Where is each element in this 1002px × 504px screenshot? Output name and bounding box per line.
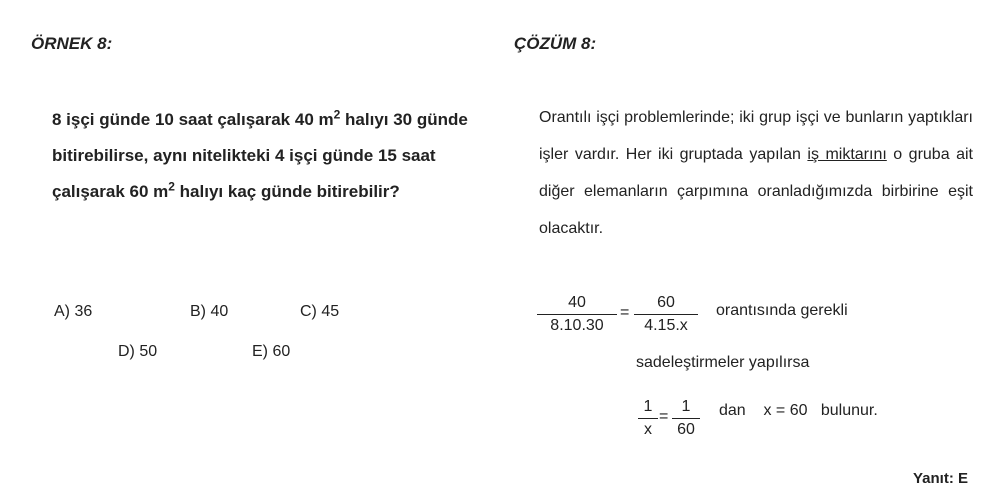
problem-text	[52, 102, 492, 210]
option-c: C) 45	[300, 303, 340, 320]
solution-text	[539, 99, 973, 247]
fraction-2-denominator: 4.15.x	[644, 317, 688, 334]
problem-exponent-1: 2	[333, 107, 341, 122]
fraction-1-numerator: 40	[537, 294, 617, 315]
fraction-4-numerator: 1	[672, 398, 700, 419]
fraction-1	[537, 294, 617, 335]
answer-label: Yanıt: E	[912, 470, 968, 487]
solution-text-part-1: Orantılı işçi problemlerinde; iki grup işçi ve bunların yaptıkları işler vardır. Her iki gruptada yapılan	[539, 109, 973, 163]
solution-result: dan x = 60 bulunur.	[719, 402, 878, 419]
option-b: B) 40	[190, 303, 229, 320]
option-d: D) 50	[118, 343, 158, 360]
solution-text-underlined: iş miktarını	[807, 146, 887, 163]
problem-exponent-2: 2	[168, 179, 175, 194]
option-a: A) 36	[54, 303, 93, 320]
fraction-2	[634, 294, 698, 335]
solution-note-2: sadeleştirmeler yapılırsa	[636, 354, 810, 371]
problem-part-1: 8 işçi günde 10 saat çalışarak 40 m	[52, 110, 334, 129]
option-e: E) 60	[252, 343, 291, 360]
example-title: ÖRNEK 8:	[31, 34, 113, 53]
fraction-3	[638, 398, 658, 439]
fraction-2-numerator: 60	[634, 294, 698, 315]
fraction-3-numerator: 1	[638, 398, 658, 419]
solution-title: ÇÖZÜM 8:	[514, 34, 597, 53]
fraction-4	[672, 398, 700, 439]
equals-sign-2: =	[659, 408, 669, 425]
solution-text-part-2: o gruba ait diğer elemanların çarpımına oranladığımızda birbirine eşit olacaktır.	[539, 146, 973, 237]
solution-note-1: orantısında gerekli	[716, 302, 848, 319]
fraction-4-denominator: 60	[677, 421, 695, 438]
problem-part-3: halıyı kaç günde bitirebilir?	[174, 182, 400, 201]
equals-sign-1: =	[620, 304, 630, 321]
problem-part-2: halıyı 30 günde bitirebilirse, aynı nitelikteki 4 işçi günde 15 saat çalışarak 60 m	[52, 110, 468, 201]
fraction-3-denominator: x	[644, 421, 652, 438]
fraction-1-denominator: 8.10.30	[550, 317, 604, 334]
